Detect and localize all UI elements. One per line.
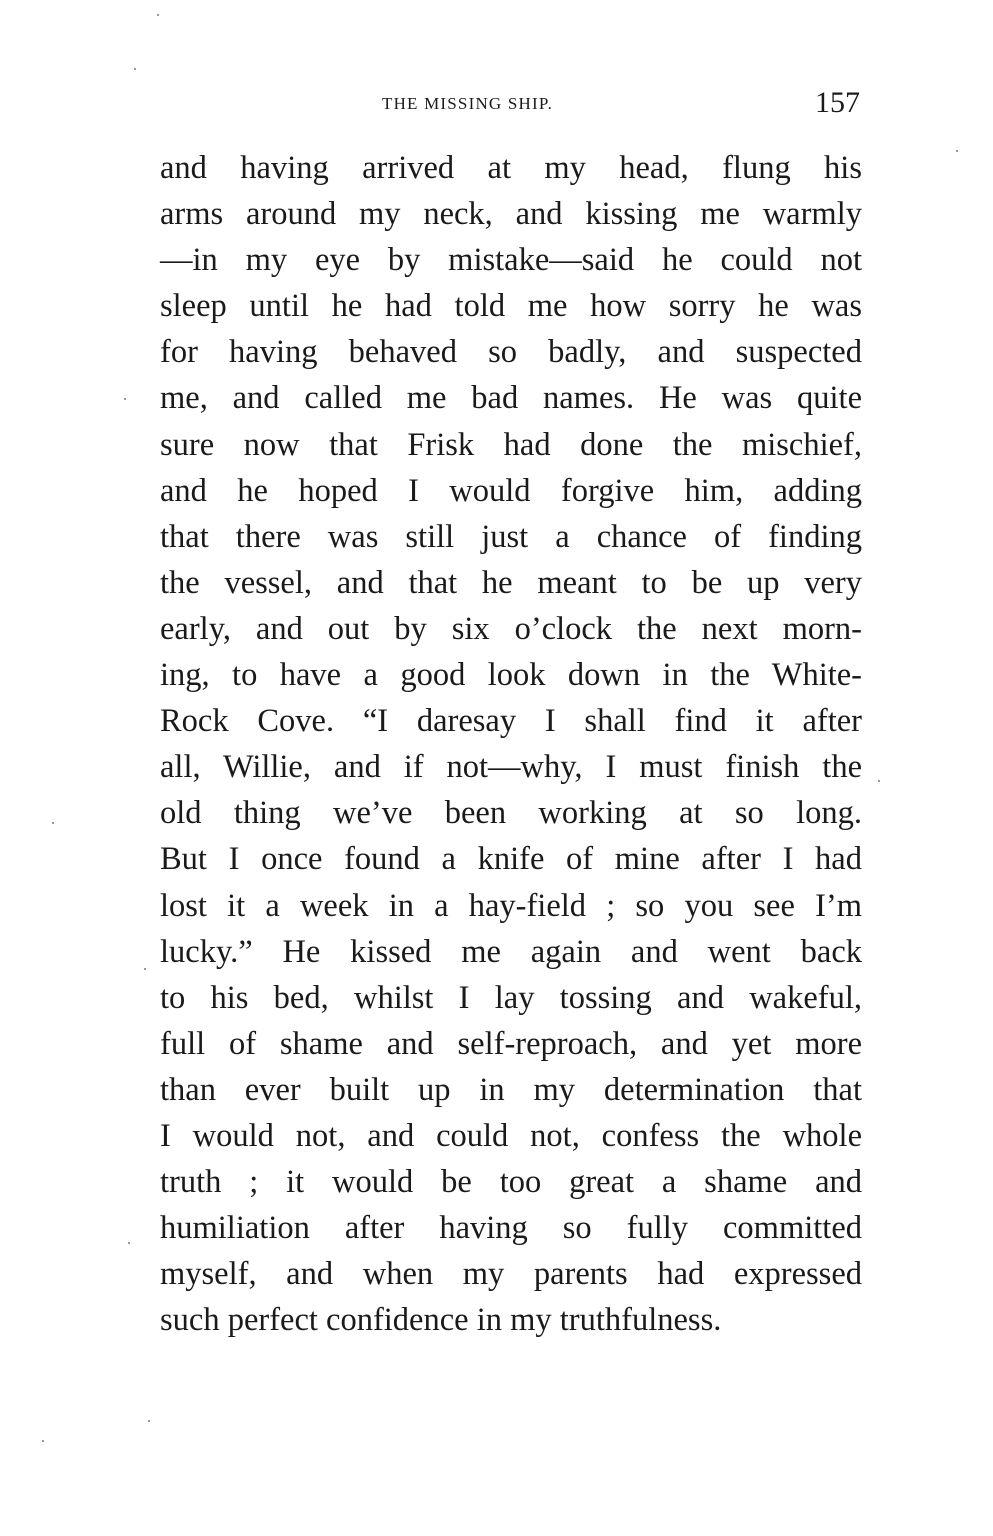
text-line: truth ; it would be too great a shame and [160, 1164, 862, 1201]
speck [124, 398, 126, 400]
speck [157, 14, 159, 16]
running-title: THE MISSING SHIP. [382, 94, 554, 113]
text-line: me, and called me bad names. He was quite [160, 380, 862, 417]
speck [956, 150, 958, 152]
text-line: humiliation after having so fully committed [160, 1210, 862, 1247]
page-number: 157 [815, 86, 860, 119]
text-line: arms around my neck, and kissing me warmly [160, 196, 862, 233]
speck [148, 1420, 150, 1422]
text-line: early, and out by six o’clock the next morn- [160, 610, 862, 647]
text-line: for having behaved so badly, and suspected [160, 334, 862, 371]
speck [878, 780, 880, 782]
speck [144, 968, 146, 970]
text-line: full of shame and self-reproach, and yet more [160, 1025, 862, 1062]
text-line: Rock Cove. “I daresay I shall find it after [160, 703, 862, 740]
text-line: lucky.” He kissed me again and went back [160, 933, 862, 970]
text-line: and he hoped I would forgive him, adding [160, 472, 862, 509]
text-line: the vessel, and that he meant to be up very [160, 564, 862, 601]
text-line: sure now that Frisk had done the mischief, [160, 426, 862, 463]
text-line: But I once found a knife of mine after I had [160, 841, 862, 878]
running-head [160, 86, 860, 126]
text-line: all, Willie, and if not—why, I must finish the [160, 749, 862, 786]
text-line: that there was still just a chance of finding [160, 518, 862, 555]
text-line: —in my eye by mistake—said he could not [160, 242, 862, 279]
speck [134, 68, 136, 70]
text-line: ing, to have a good look down in the White- [160, 657, 862, 694]
text-line-last: such perfect confidence in my truthfulness. [160, 1302, 722, 1339]
text-line: I would not, and could not, confess the whole [160, 1117, 862, 1154]
speck [128, 1242, 130, 1244]
text-line: old thing we’ve been working at so long. [160, 795, 862, 832]
text-line: myself, and when my parents had expressed [160, 1256, 862, 1293]
text-line: and having arrived at my head, flung his [160, 150, 862, 186]
text-line: lost it a week in a hay-field ; so you see I’m [160, 887, 862, 924]
body-text [160, 145, 862, 1343]
speck [52, 822, 54, 824]
text-line: to his bed, whilst I lay tossing and wakeful, [160, 979, 862, 1016]
text-line: sleep until he had told me how sorry he was [160, 288, 862, 325]
text-line: than ever built up in my determination that [160, 1071, 862, 1108]
speck [42, 1440, 44, 1442]
